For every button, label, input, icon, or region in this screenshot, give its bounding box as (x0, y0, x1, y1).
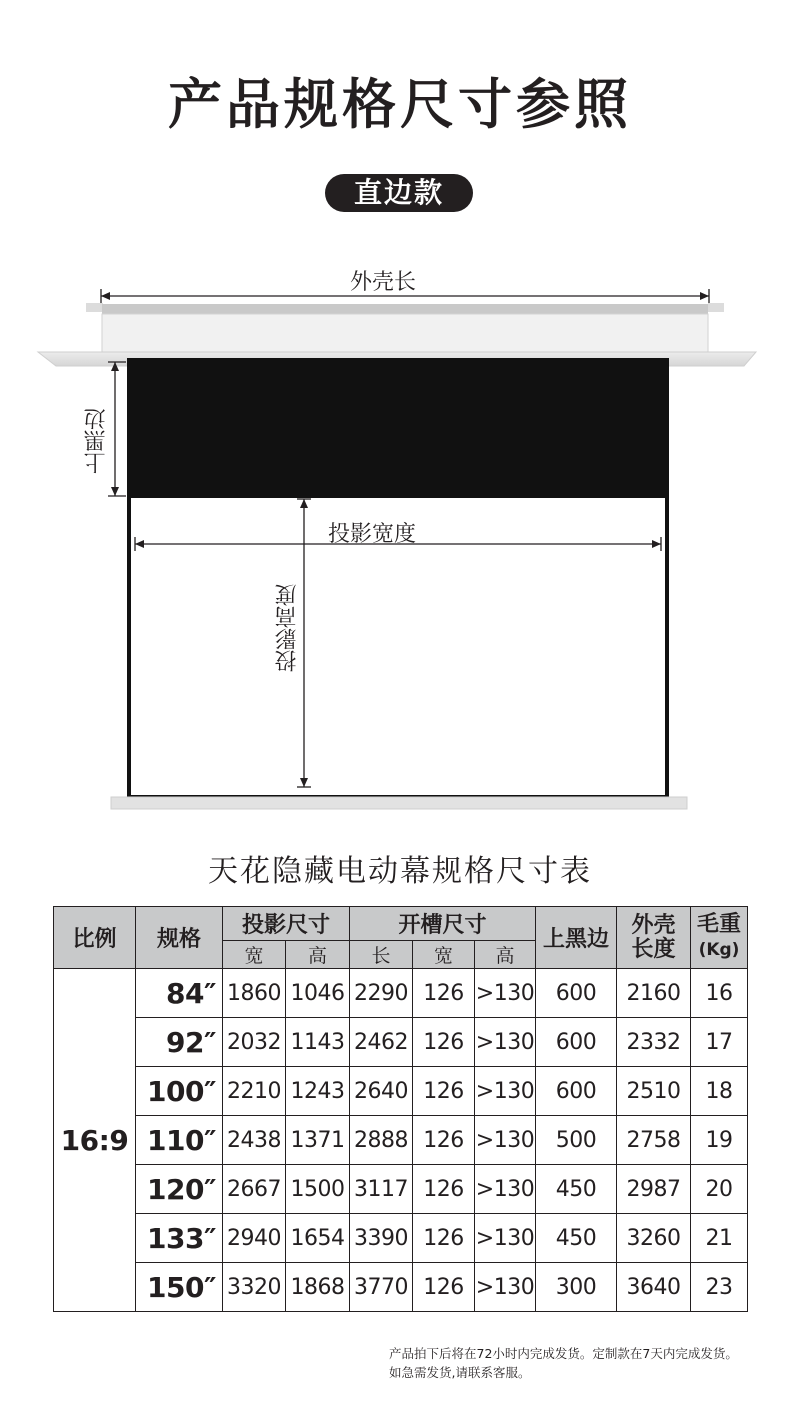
size-cell: 92″ (136, 1018, 223, 1067)
footnote-line2: 如急需发货,请联系客服。 (389, 1365, 531, 1380)
top-black-cell: 600 (536, 1018, 617, 1067)
top-black-cell: 600 (536, 1067, 617, 1116)
projection-height-cell: 1143 (286, 1018, 350, 1067)
spec-table (53, 906, 748, 1312)
size-cell: 84″ (136, 969, 223, 1018)
shell-length-cell: 3640 (617, 1263, 691, 1312)
slot-height-cell: >130 (475, 1018, 536, 1067)
size-cell: 150″ (136, 1263, 223, 1312)
header-slot-width: 宽 (413, 941, 475, 969)
top-black-cell: 450 (536, 1165, 617, 1214)
top-black-border (129, 360, 667, 498)
slot-length-cell: 2462 (350, 1018, 413, 1067)
top-black-cell: 300 (536, 1263, 617, 1312)
gross-weight-cell: 16 (691, 969, 748, 1018)
size-cell: 100″ (136, 1067, 223, 1116)
header-shell-length-line1: 外壳 (631, 912, 676, 938)
footnote-line1: 产品拍下后将在72小时内完成发货。定制款在7天内完成发货。 (389, 1346, 738, 1361)
header-spec: 规格 (136, 907, 223, 969)
projection-width-cell: 3320 (223, 1263, 286, 1312)
header-shell-length (617, 907, 691, 969)
table-row (54, 1263, 748, 1312)
table-row (54, 1018, 748, 1067)
header-projection-width: 宽 (223, 941, 286, 969)
header-slot-length: 长 (350, 941, 413, 969)
page-title: 产品规格尺寸参照 (168, 73, 632, 136)
slot-height-cell: >130 (475, 1214, 536, 1263)
slot-length-cell: 3117 (350, 1165, 413, 1214)
table-row (54, 1067, 748, 1116)
variant-badge: 直边款 (325, 174, 473, 212)
projection-width-cell: 2940 (223, 1214, 286, 1263)
size-cell: 120″ (136, 1165, 223, 1214)
header-ratio: 比例 (54, 907, 136, 969)
table-row (54, 969, 748, 1018)
projection-height-cell: 1654 (286, 1214, 350, 1263)
gross-weight-cell: 21 (691, 1214, 748, 1263)
slot-length-cell: 3770 (350, 1263, 413, 1312)
slot-width-cell: 126 (413, 1263, 475, 1312)
slot-length-cell: 2888 (350, 1116, 413, 1165)
shell-length-cell: 2758 (617, 1116, 691, 1165)
spec-table-body (54, 969, 748, 1312)
slot-width-cell: 126 (413, 1018, 475, 1067)
projection-height-cell: 1371 (286, 1116, 350, 1165)
header-projection-size: 投影尺寸 (223, 907, 350, 941)
slot-height-cell: >130 (475, 1116, 536, 1165)
shell-length-cell: 2510 (617, 1067, 691, 1116)
slot-length-cell: 3390 (350, 1214, 413, 1263)
header-projection-height: 高 (286, 941, 350, 969)
projection-width-label: 投影宽度 (328, 522, 417, 547)
table-row (54, 1165, 748, 1214)
slot-height-cell: >130 (475, 1067, 536, 1116)
footnote (389, 1344, 738, 1382)
top-black-arrow (108, 362, 126, 496)
shell-length-cell: 2160 (617, 969, 691, 1018)
gross-weight-cell: 23 (691, 1263, 748, 1312)
slot-height-cell: >130 (475, 969, 536, 1018)
top-black-cell: 500 (536, 1116, 617, 1165)
ratio-cell: 16:9 (54, 969, 136, 1312)
header-slot-height: 高 (475, 941, 536, 969)
projection-width-cell: 2032 (223, 1018, 286, 1067)
header-shell-length-line2: 长度 (631, 936, 676, 962)
projection-height-cell: 1243 (286, 1067, 350, 1116)
projection-width-cell: 2210 (223, 1067, 286, 1116)
gross-weight-cell: 19 (691, 1116, 748, 1165)
slot-width-cell: 126 (413, 1165, 475, 1214)
top-black-border-label: 上黑边 (84, 408, 109, 474)
shell-length-cell: 3260 (617, 1214, 691, 1263)
header-gross-weight (691, 907, 748, 969)
screen-housing (86, 303, 724, 352)
gross-weight-cell: 17 (691, 1018, 748, 1067)
slot-width-cell: 126 (413, 1214, 475, 1263)
projection-height-cell: 1500 (286, 1165, 350, 1214)
header-gross-weight-line2: (Kg) (698, 940, 740, 960)
projection-height-label: 投影高度 (275, 584, 300, 672)
slot-length-cell: 2290 (350, 969, 413, 1018)
size-cell: 110″ (136, 1116, 223, 1165)
table-row (54, 1116, 748, 1165)
table-row (54, 1214, 748, 1263)
shell-length-cell: 2987 (617, 1165, 691, 1214)
gross-weight-cell: 20 (691, 1165, 748, 1214)
header-top-black: 上黑边 (536, 907, 617, 969)
projection-width-cell: 1860 (223, 969, 286, 1018)
projection-width-cell: 2438 (223, 1116, 286, 1165)
slot-height-cell: >130 (475, 1263, 536, 1312)
top-black-cell: 450 (536, 1214, 617, 1263)
slot-width-cell: 126 (413, 1116, 475, 1165)
projection-width-cell: 2667 (223, 1165, 286, 1214)
top-black-cell: 600 (536, 969, 617, 1018)
bottom-bar (111, 797, 687, 809)
slot-width-cell: 126 (413, 1067, 475, 1116)
slot-length-cell: 2640 (350, 1067, 413, 1116)
gross-weight-cell: 18 (691, 1067, 748, 1116)
shell-length-cell: 2332 (617, 1018, 691, 1067)
slot-width-cell: 126 (413, 969, 475, 1018)
header-slot-size: 开槽尺寸 (350, 907, 536, 941)
projection-height-cell: 1046 (286, 969, 350, 1018)
slot-height-cell: >130 (475, 1165, 536, 1214)
shell-length-label: 外壳长 (350, 270, 417, 295)
header-gross-weight-line1: 毛重 (697, 912, 742, 937)
projection-height-cell: 1868 (286, 1263, 350, 1312)
size-cell: 133″ (136, 1214, 223, 1263)
table-title: 天花隐藏电动幕规格尺寸表 (208, 854, 592, 889)
